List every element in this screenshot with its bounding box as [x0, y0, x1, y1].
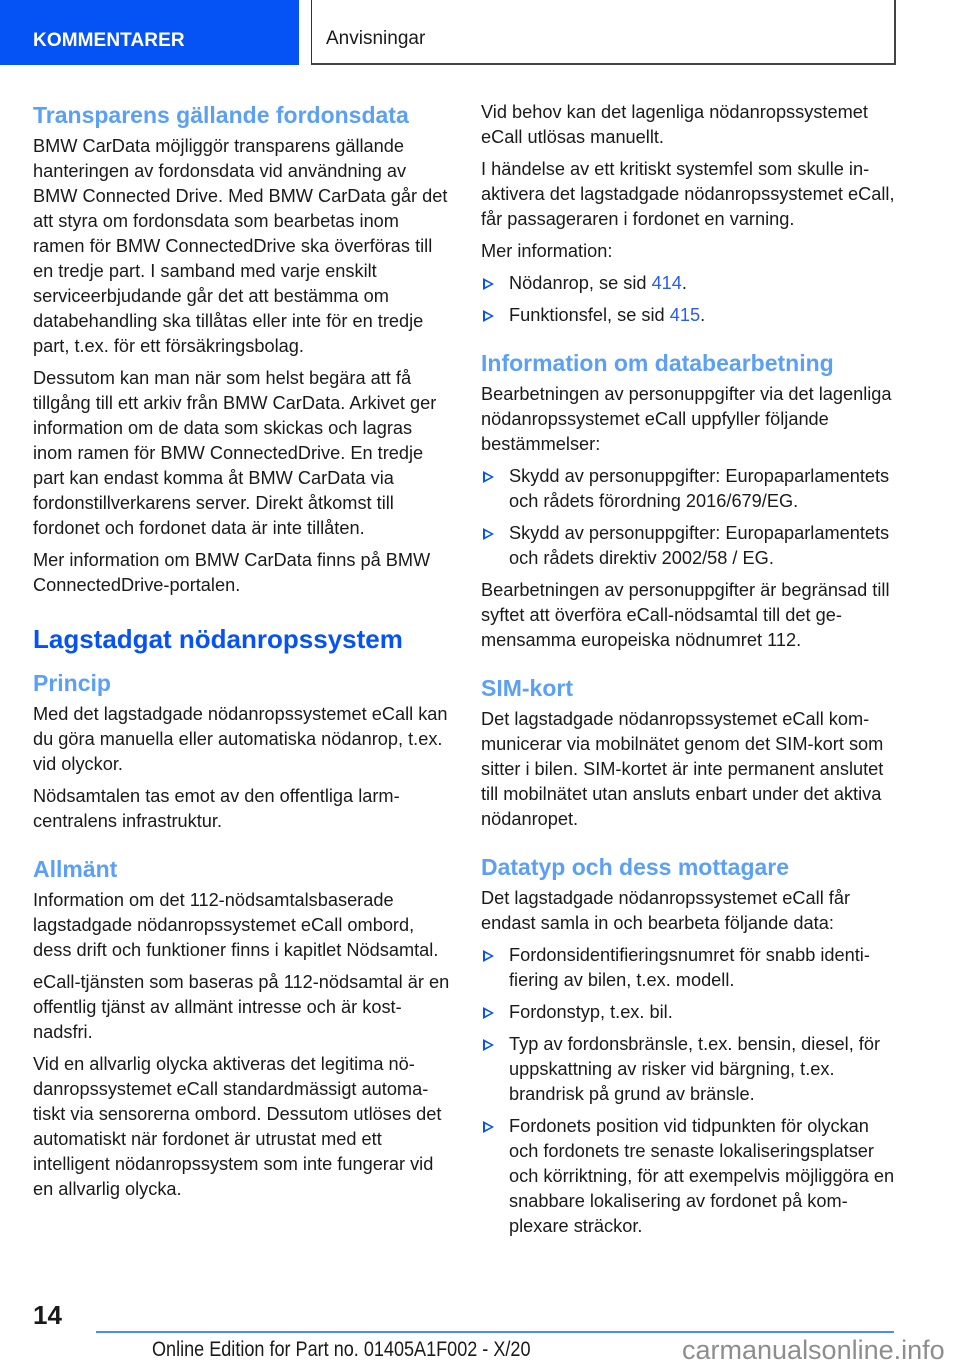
reference-item: Nödanrop, se sid 414. [481, 271, 899, 296]
left-column [33, 100, 451, 1209]
footer-edition: Online Edition for Part no. 01405A1F002 - X/20 [152, 1338, 531, 1361]
section-title-transparens: Transparens gällande fordonsdata [33, 102, 409, 128]
section-title-datatyp: Datatyp och dess mottagare [481, 854, 790, 880]
list-item: Skydd av personuppgifter: Europaparlamentets och rådets förordning 2016/679/EG. [481, 464, 899, 514]
bullet-triangle-icon [483, 471, 494, 483]
bullet-triangle-icon [483, 1039, 494, 1051]
paragraph: BMW CarData möjliggör transparens gällande hanteringen av fordonsdata vid användning av BMW Connected Drive. Med BMW CarData går det att styra om fordonsdata som bearbetas inom ramen för BMW ConnectedDrive ska överföras till en tredje part. I samband med varje enskilt serviceerbjudande går det att bestämma om databehandling ska tillåtas eller inte för en tredje part, t.ex. för ett försäkringsbolag. [33, 136, 448, 356]
chapter-title: Lagstadgat nödanropssystem [33, 624, 403, 654]
bullet-triangle-icon [483, 950, 494, 962]
paragraph: Dessutom kan man när som helst begära att få tillgång till ett arkiv från BMW CarData. Arkivet ger information om de data som skickas och lagras inom ramen för BMW ConnectedDrive. En tredje part kan endast komma åt BMW CarData via fordonstillverkarens server. Direkt åtkomst till fordonet och fordonet data är inte tillåten. [33, 368, 437, 538]
footer-divider [96, 1331, 894, 1333]
header-tab-kommentarer[interactable] [0, 0, 299, 65]
paragraph: Vid en allvarlig olycka aktiveras det legitima nödanropssystemet eCall standardmässigt automatiskt via sensorerna ombord. Dessutom utlöses det automatiskt när fordonet är utrustat med ett intelligent nödanropssystem som inte fungerar vid en allvarlig olycka. [33, 1054, 442, 1199]
page-number: 14 [33, 1300, 62, 1330]
bullet-triangle-icon [483, 310, 494, 322]
data-type-list [481, 943, 899, 1239]
paragraph: Bearbetningen av personuppgifter är begränsad till syftet att överföra eCall-nödsamtal till det gemensamma europeiska nödnumret 112. [481, 580, 890, 650]
section-title-allmant: Allmänt [33, 856, 118, 882]
list-item: Fordonstyp, t.ex. bil. [481, 1000, 899, 1025]
right-column [481, 100, 899, 1246]
section-title-sim-kort: SIM-kort [481, 675, 573, 701]
reference-list [481, 271, 899, 328]
list-item: Fordonets position vid tidpunkten för olyckan och fordonets tre senaste lokaliseringsplatser och körriktning, för att exempelvis möjliggöra en snabbare lokalisering av fordonet på komplexare sträckor. [481, 1114, 899, 1239]
page-link-415[interactable]: 415 [669, 305, 701, 325]
section-title-princip: Princip [33, 670, 111, 696]
header-tab-anvisningar[interactable] [311, 0, 896, 65]
paragraph: Det lagstadgade nödanropssystemet eCall kommunicerar via mobilnätet genom det SIM-kort som sitter i bilen. SIM-kortet är inte permanent anslutet till mobilnätet utan ansluts enbart under det aktiva nödanropet. [481, 709, 884, 829]
paragraph: I händelse av ett kritiskt systemfel som skulle inaktivera det lagstadgade nödanropssystemet eCall, får passageraren i fordonet en varning. [481, 159, 895, 229]
bullet-triangle-icon [483, 1007, 494, 1019]
paragraph: Nödsamtalen tas emot av den offentliga larmcentralens infrastruktur. [33, 786, 400, 831]
paragraph: Det lagstadgade nödanropssystemet eCall får endast samla in och bearbeta följande data: [481, 888, 851, 933]
paragraph: Information om det 112-nödsamtalsbaserade lagstadgade nödanropssystemet eCall ombord, dess drift och funktioner finns i kapitlet Nödsamtal. [33, 890, 439, 960]
section-title-databearbetning: Information om databearbetning [481, 350, 834, 376]
paragraph: Bearbetningen av personuppgifter via det lagenliga nödanropssystemet eCall uppfyller följande bestämmelser: [481, 384, 892, 454]
reference-item: Funktionsfel, se sid 415. [481, 303, 899, 328]
list-item: Fordonsidentifieringsnumret för snabb identifiering av bilen, t.ex. modell. [481, 943, 899, 993]
paragraph: Med det lagstadgade nödanropssystemet eCall kan du göra manuella eller automatiska nödanrop, t.ex. vid olyckor. [33, 704, 448, 774]
page-link-414[interactable]: 414 [651, 273, 682, 293]
paragraph: Mer information: [481, 241, 613, 261]
bullet-triangle-icon [483, 278, 494, 290]
paragraph: Mer information om BMW CarData finns på BMW ConnectedDrive-portalen. [33, 550, 431, 595]
header-tab-kommentarer-label: KOMMENTARER [33, 30, 185, 51]
list-item: Typ av fordonsbränsle, t.ex. bensin, diesel, för uppskattning av risker vid bärgning, t.ex. brandrisk på grund av bränsle. [481, 1032, 899, 1107]
header-tab-anvisningar-label: Anvisningar [326, 28, 426, 49]
regulation-list [481, 464, 899, 571]
bullet-triangle-icon [483, 528, 494, 540]
paragraph: Vid behov kan det lagenliga nödanropssystemet eCall utlösas manuellt. [481, 102, 868, 147]
bullet-triangle-icon [483, 1121, 494, 1133]
list-item: Skydd av personuppgifter: Europaparlamentets och rådets direktiv 2002/58 / EG. [481, 521, 899, 571]
watermark: carmanualsonline.info [682, 1335, 945, 1365]
paragraph: eCall-tjänsten som baseras på 112-nödsamtal är en offentlig tjänst av allmänt intresse och är kostnadsfri. [33, 972, 450, 1042]
